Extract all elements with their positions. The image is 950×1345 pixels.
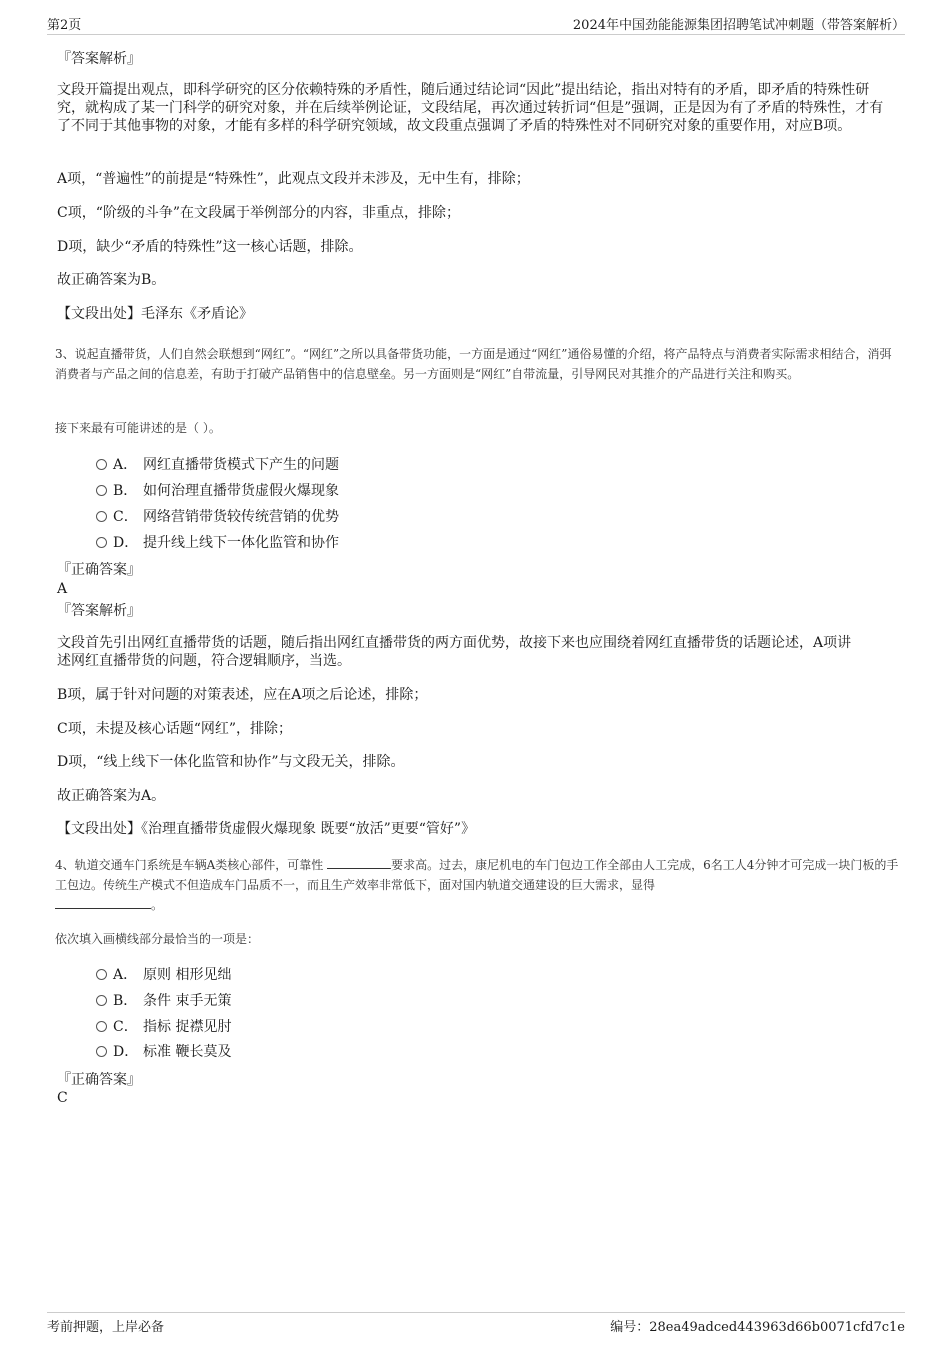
page-footer bbox=[47, 1312, 905, 1337]
radio-button[interactable] bbox=[96, 459, 107, 470]
radio-button[interactable] bbox=[96, 1046, 107, 1057]
q2-analysis-label: 『答案解析』 bbox=[57, 51, 141, 67]
q3-answer-label: 『正确答案』 bbox=[57, 562, 141, 578]
fill-blank-2 bbox=[55, 896, 151, 909]
q3-option-b[interactable]: B． 如何治理直播带货虚假火爆现象 bbox=[96, 482, 339, 500]
q3-option-c-analysis: C项，未提及核心话题“网红”，排除； bbox=[57, 721, 293, 737]
q3-option-c[interactable]: C． 网络营销带货较传统营销的优势 bbox=[96, 508, 339, 526]
radio-button[interactable] bbox=[96, 969, 107, 980]
q4-answer-label: 『正确答案』 bbox=[57, 1072, 141, 1088]
q3-analysis-label: 『答案解析』 bbox=[57, 603, 141, 619]
radio-button[interactable] bbox=[96, 995, 107, 1006]
page-header bbox=[47, 14, 905, 35]
q4-option-c[interactable]: C． 指标 捉襟见肘 bbox=[96, 1018, 231, 1036]
footer-slogan: 考前押题，上岸必备 bbox=[47, 1320, 165, 1335]
q2-analysis: 文段开篇提出观点，即科学研究的区分依赖特殊的矛盾性，随后通过结论词“因此”提出结论，指出对特有的矛盾，即矛盾的特殊性研究，就构成了某一门科学的研究对象，并在后续举例论证，文段结尾，再次通过转折词“但是”强调，正是因为有了矛盾的特殊性，才有了不同于其他事物的对象，才能有多样的科学研究领域，故文段重点强调了矛盾的特殊性对不同研究对象的重要作用，对应B项。 bbox=[57, 82, 884, 134]
q4-question: 依次填入画横线部分最恰当的一项是： bbox=[55, 932, 260, 946]
radio-button[interactable] bbox=[96, 537, 107, 548]
q3-source: 【文段出处】《治理直播带货虚假火爆现象 既要“放活”更要“管好”》 bbox=[57, 821, 476, 837]
q3-option-d[interactable]: D． 提升线上线下一体化监管和协作 bbox=[96, 534, 339, 552]
q2-conclusion: 故正确答案为B。 bbox=[57, 272, 166, 288]
q2-option-d-analysis: D项，缺少“矛盾的特殊性”这一核心话题，排除。 bbox=[57, 239, 363, 255]
radio-button[interactable] bbox=[96, 1021, 107, 1032]
q4-stem: 4、轨道交通车门系统是车辆A类核心部件，可靠性 要求高。过去，康尼机电的车门包边工作全部由人工完成，6名工人4分钟才可完成一块门板的手工包边。传统生产模式不但造成车门品质不一，而且生产效率非常低下，面对国内轨道交通建设的巨大需求，显得 。 bbox=[55, 858, 899, 912]
q4-answer: C bbox=[57, 1090, 68, 1106]
q3-conclusion: 故正确答案为A。 bbox=[57, 788, 166, 804]
q3-stem: 3、说起直播带货，人们自然会联想到“网红”。“网红”之所以具备带货功能，一方面是通过“网红”通俗易懂的介绍，将产品特点与消费者实际需求相结合，消弭消费者与产品之间的信息差，有助于打破产品销售中的信息壁垒。另一方面则是“网红”自带流量，引导网民对其推介的产品进行关注和购买。 bbox=[55, 347, 892, 381]
q2-source: 【文段出处】毛泽东《矛盾论》 bbox=[57, 306, 253, 322]
q2-option-c-analysis: C项，“阶级的斗争”在文段属于举例部分的内容，非重点，排除； bbox=[57, 205, 461, 221]
fill-blank-1 bbox=[327, 856, 391, 869]
q4-option-a[interactable]: A． 原则 相形见绌 bbox=[96, 966, 231, 984]
q3-option-d-analysis: D项，“线上线下一体化监管和协作”与文段无关，排除。 bbox=[57, 754, 405, 770]
q3-analysis: 文段首先引出网红直播带货的话题，随后指出网红直播带货的两方面优势，故接下来也应围绕着网红直播带货的话题论述，A项讲述网红直播带货的问题，符合逻辑顺序，当选。 bbox=[57, 635, 852, 669]
q4-option-d[interactable]: D． 标准 鞭长莫及 bbox=[96, 1043, 231, 1061]
q3-option-a[interactable]: A． 网红直播带货模式下产生的问题 bbox=[96, 456, 339, 474]
q3-question: 接下来最有可能讲述的是（ ）。 bbox=[55, 421, 221, 435]
document-title: 2024年中国劲能能源集团招聘笔试冲刺题（带答案解析） bbox=[572, 18, 905, 33]
radio-button[interactable] bbox=[96, 485, 107, 496]
document-id: 编号：28ea49adced443963d66b0071cfd7c1e bbox=[610, 1320, 905, 1335]
q4-option-b[interactable]: B． 条件 束手无策 bbox=[96, 992, 231, 1010]
q3-option-b-analysis: B项，属于针对问题的对策表述，应在A项之后论述，排除； bbox=[57, 687, 428, 703]
q2-option-a-analysis: A项，“普遍性”的前提是“特殊性”，此观点文段并未涉及，无中生有，排除； bbox=[57, 171, 530, 187]
radio-button[interactable] bbox=[96, 511, 107, 522]
q3-answer: A bbox=[57, 581, 68, 597]
page-number: 第2页 bbox=[47, 18, 82, 33]
